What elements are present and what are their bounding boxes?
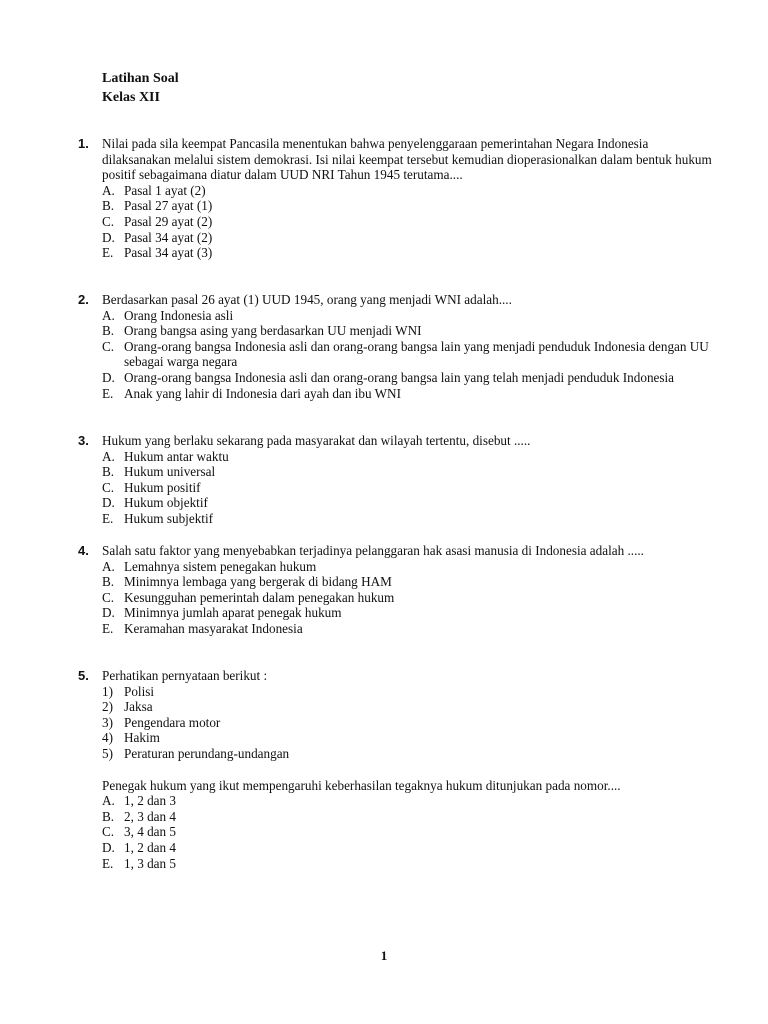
option-text: Hukum subjektif: [124, 510, 214, 526]
statement-label: 1): [102, 683, 113, 699]
option-b: [102, 464, 718, 480]
option-label: B.: [102, 323, 115, 339]
option-a: [102, 449, 718, 465]
option-b: [102, 198, 718, 214]
statement-text: Peraturan perundang-undangan: [124, 745, 290, 761]
option-text: Kesungguhan pemerintah dalam penegakan hukum: [124, 589, 395, 605]
option-label: A.: [102, 558, 115, 574]
question-text: Nilai pada sila keempat Pancasila menentukan bahwa penyelenggaraan pemerintahan Negara Indonesia dilaksanakan melalui sistem demokrasi. Isi nilai keempat tersebut kemudian dioperasionalkan dalam bentuk hukum positif sebagaimana diatur dalam UUD NRI Tahun 1945 terutama....: [102, 136, 712, 183]
option-text: 2, 3 dan 4: [124, 808, 177, 824]
document-header: [102, 69, 179, 107]
question-number: 2.: [78, 292, 89, 307]
option-d: [102, 230, 718, 246]
option-label: A.: [102, 182, 115, 198]
option-d: [102, 605, 718, 621]
option-text: Hukum antar waktu: [124, 448, 229, 464]
question-text: Salah satu faktor yang menyebabkan terjadinya pelanggaran hak asasi manusia di Indonesia adalah .....: [102, 543, 644, 558]
option-a: [102, 308, 718, 324]
option-b: [102, 323, 718, 339]
option-label: E.: [102, 855, 114, 871]
statement-text: Polisi: [124, 683, 155, 699]
option-text: Orang bangsa asing yang berdasarkan UU menjadi WNI: [124, 323, 422, 339]
option-text: 1, 2 dan 3: [124, 793, 177, 809]
option-b: [102, 574, 718, 590]
option-e: [102, 511, 718, 527]
option-e: [102, 245, 718, 261]
question-3: [78, 433, 718, 527]
question-text: Perhatikan pernyataan berikut :: [102, 668, 268, 683]
option-text: Hukum objektif: [124, 495, 208, 511]
option-text: Hukum universal: [124, 464, 216, 480]
question-number: 4.: [78, 543, 89, 558]
option-label: C.: [102, 589, 115, 605]
option-c: [102, 480, 718, 496]
option-text: Orang-orang bangsa Indonesia asli dan orang-orang bangsa lain yang telah menjadi penduduk Indonesia: [124, 369, 675, 385]
option-c: [102, 824, 718, 840]
option-label: C.: [102, 479, 115, 495]
option-text: 1, 3 dan 5: [124, 855, 177, 871]
option-c: [102, 339, 718, 370]
option-label: B.: [102, 198, 115, 214]
option-text: 1, 2 dan 4: [124, 839, 177, 855]
statement-label: 2): [102, 699, 113, 715]
option-text: Pasal 34 ayat (2): [124, 229, 213, 245]
option-text: Anak yang lahir di Indonesia dari ayah dan ibu WNI: [124, 385, 401, 401]
document-subtitle: Kelas XII: [102, 90, 160, 105]
option-d: [102, 495, 718, 511]
statement-label: 3): [102, 714, 113, 730]
option-label: B.: [102, 574, 115, 590]
option-label: D.: [102, 229, 115, 245]
option-label: D.: [102, 369, 115, 385]
question-2: [78, 292, 718, 401]
option-a: [102, 183, 718, 199]
option-label: E.: [102, 385, 114, 401]
option-label: A.: [102, 793, 115, 809]
option-e: [102, 621, 718, 637]
option-text: 3, 4 dan 5: [124, 824, 177, 840]
option-label: B.: [102, 808, 115, 824]
option-text: Lemahnya sistem penegakan hukum: [124, 558, 317, 574]
option-text: Hukum positif: [124, 479, 201, 495]
statement-text: Jaksa: [124, 699, 153, 715]
statement-3: [102, 715, 718, 731]
option-label: D.: [102, 495, 115, 511]
question-5: [78, 668, 718, 871]
option-text: Orang Indonesia asli: [124, 307, 234, 323]
question-number: 3.: [78, 433, 89, 448]
question-1: [78, 136, 718, 261]
statement-text: Pengendara motor: [124, 714, 221, 730]
option-text: Pasal 34 ayat (3): [124, 245, 213, 261]
option-label: C.: [102, 824, 115, 840]
question-text: Berdasarkan pasal 26 ayat (1) UUD 1945, orang yang menjadi WNI adalah....: [102, 292, 512, 307]
option-text: Minimnya jumlah aparat penegak hukum: [124, 605, 342, 621]
statement-text: Hakim: [124, 730, 160, 746]
question-prompt: Penegak hukum yang ikut mempengaruhi keberhasilan tegaknya hukum ditunjukan pada nomor....: [102, 777, 621, 793]
question-number: 1.: [78, 136, 89, 151]
option-label: A.: [102, 448, 115, 464]
option-label: C.: [102, 213, 115, 229]
statement-2: [102, 699, 718, 715]
question-text: Hukum yang berlaku sekarang pada masyarakat dan wilayah tertentu, disebut .....: [102, 433, 531, 448]
option-e: [102, 386, 718, 402]
option-a: [102, 793, 718, 809]
option-text: Minimnya lembaga yang bergerak di bidang HAM: [124, 574, 392, 590]
question-number: 5.: [78, 668, 89, 683]
option-text: Pasal 27 ayat (1): [124, 198, 213, 214]
option-label: E.: [102, 510, 114, 526]
statement-label: 4): [102, 730, 113, 746]
question-4: [78, 543, 718, 637]
page-number: 1: [380, 948, 388, 963]
option-text: Pasal 29 ayat (2): [124, 213, 213, 229]
option-label: A.: [102, 307, 115, 323]
option-label: D.: [102, 839, 115, 855]
statement-1: [102, 684, 718, 700]
option-d: [102, 840, 718, 856]
statement-4: [102, 730, 718, 746]
option-label: E.: [102, 245, 114, 261]
option-c: [102, 590, 718, 606]
option-text: Orang-orang bangsa Indonesia asli dan orang-orang bangsa lain yang menjadi penduduk Indonesia dengan UU sebagai warga negara: [124, 338, 709, 370]
option-d: [102, 370, 718, 386]
option-e: [102, 856, 718, 872]
option-label: C.: [102, 338, 115, 354]
option-c: [102, 214, 718, 230]
option-label: E.: [102, 620, 114, 636]
option-text: Pasal 1 ayat (2): [124, 182, 206, 198]
statement-label: 5): [102, 745, 113, 761]
option-label: D.: [102, 605, 115, 621]
option-text: Keramahan masyarakat Indonesia: [124, 620, 303, 636]
option-a: [102, 559, 718, 575]
document-title: Latihan Soal: [102, 71, 179, 86]
statement-5: [102, 746, 718, 762]
option-b: [102, 809, 718, 825]
option-label: B.: [102, 464, 115, 480]
